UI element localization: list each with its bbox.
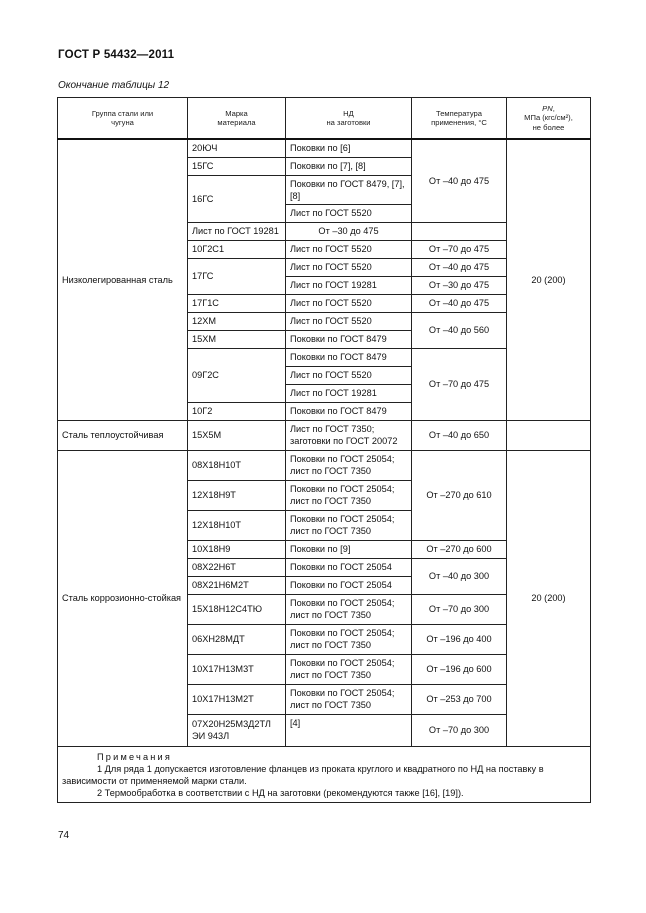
grade-cell: 09Г2С <box>188 348 286 402</box>
group-cell: Сталь коррозионно-стойкая <box>58 450 188 746</box>
col-header-group <box>58 98 188 140</box>
nd-cell: Поковки по ГОСТ 25054 <box>286 576 412 594</box>
grade-cell: 10Х18Н9 <box>188 540 286 558</box>
grade-cell: 10Х17Н13М2Т <box>188 684 286 714</box>
nd-cell: Поковки по ГОСТ 8479 <box>286 330 412 348</box>
nd-cell: Поковки по ГОСТ 25054; лист по ГОСТ 7350 <box>286 684 412 714</box>
col-header-pn-line <box>509 104 588 114</box>
document-header: ГОСТ Р 54432—2011 <box>58 49 175 61</box>
temp-cell: От –30 до 475 <box>286 222 412 240</box>
nd-cell: Лист по ГОСТ 19281 <box>286 276 412 294</box>
col-header-nd-line: НД <box>343 108 354 118</box>
grade-cell: 12Х18Н10Т <box>188 510 286 540</box>
temp-cell: От –40 до 475 <box>412 258 507 276</box>
temp-cell: От –70 до 475 <box>412 348 507 420</box>
grade-cell: 06ХН28МДТ <box>188 624 286 654</box>
grade-cell: 07Х20Н25М3Д2ТЛ ЭИ 943Л <box>188 714 286 746</box>
materials-table <box>57 97 591 803</box>
nd-cell: Поковки по ГОСТ 25054; лист по ГОСТ 7350 <box>286 510 412 540</box>
table-row <box>58 420 591 450</box>
nd-cell: Поковки по ГОСТ 25054; лист по ГОСТ 7350 <box>286 654 412 684</box>
nd-cell: Лист по ГОСТ 5520 <box>286 312 412 330</box>
col-header-pn <box>507 98 591 140</box>
grade-cell: 08Х18Н10Т <box>188 450 286 480</box>
temp-cell: От –70 до 300 <box>412 594 507 624</box>
nd-cell: Поковки по ГОСТ 25054; лист по ГОСТ 7350 <box>286 594 412 624</box>
col-header-temperature-line: применения, °С <box>431 118 487 127</box>
col-header-temperature <box>412 98 507 140</box>
nd-cell: Поковки по [7], [8] <box>286 157 412 175</box>
notes-row <box>58 746 591 802</box>
temp-cell: От –40 до 560 <box>412 312 507 348</box>
grade-cell: 12Х18Н9Т <box>188 480 286 510</box>
grade-cell: 17ГС <box>188 258 286 294</box>
notes-cell <box>58 746 591 802</box>
nd-cell: Поковки по ГОСТ 25054; лист по ГОСТ 7350 <box>286 480 412 510</box>
nd-cell: Поковки по [9] <box>286 540 412 558</box>
col-header-group-line: Группа стали или <box>91 108 154 118</box>
nd-cell: Лист по ГОСТ 5520 <box>286 366 412 384</box>
group-cell: Сталь теплоустойчивая <box>58 420 188 450</box>
col-header-temperature-line: Температура <box>436 108 482 118</box>
nd-cell: Поковки по ГОСТ 25054; лист по ГОСТ 7350 <box>286 624 412 654</box>
nd-cell: Лист по ГОСТ 19281 <box>286 384 412 402</box>
temp-cell: От –70 до 300 <box>412 714 507 746</box>
col-header-grade-line: Марка <box>225 108 248 118</box>
col-header-pn-symbol: PN <box>542 103 553 113</box>
grade-cell: 12ХМ <box>188 312 286 330</box>
temp-cell: От –270 до 600 <box>412 540 507 558</box>
grade-cell: 16ГС <box>188 175 286 222</box>
grade-cell: 15ГС <box>188 157 286 175</box>
temp-cell: От –40 до 300 <box>412 558 507 594</box>
page-number: 74 <box>58 830 70 841</box>
temp-cell: От –40 до 475 <box>412 294 507 312</box>
pn-cell <box>507 420 591 450</box>
grade-cell: 10Х17Н13М3Т <box>188 654 286 684</box>
col-header-grade <box>188 98 286 140</box>
table-header-row <box>58 98 591 140</box>
nd-cell: Лист по ГОСТ 5520 <box>286 258 412 276</box>
grade-cell: 17Г1С <box>188 294 286 312</box>
nd-cell: Поковки по ГОСТ 25054; лист по ГОСТ 7350 <box>286 450 412 480</box>
temp-cell: От –270 до 610 <box>412 450 507 540</box>
note-1: 1 Для ряда 1 допускается изготовление фланцев из проката круглого и квадратного по НД на поставку в зависимости от применяемой марки стали. <box>62 763 544 786</box>
grade-cell: 10Г2С1 <box>188 240 286 258</box>
col-header-pn-line: не более <box>532 122 565 132</box>
pn-cell: 20 (200) <box>507 450 591 746</box>
table-row <box>58 139 591 157</box>
nd-cell: Поковки по ГОСТ 8479 <box>286 348 412 366</box>
col-header-nd-line: на заготовки <box>326 118 371 127</box>
nd-cell: Поковки по [6] <box>286 139 412 157</box>
notes-title: Примечания <box>97 751 173 762</box>
col-header-pn-comma: , <box>552 103 555 113</box>
table-row <box>58 450 591 480</box>
grade-cell: 08Х21Н6М2Т <box>188 576 286 594</box>
table-caption: Окончание таблицы 12 <box>58 80 170 91</box>
temp-cell: От –196 до 600 <box>412 654 507 684</box>
temp-cell: От –196 до 400 <box>412 624 507 654</box>
temp-cell: От –253 до 700 <box>412 684 507 714</box>
temp-cell: От –70 до 475 <box>412 240 507 258</box>
grade-cell: 15Х18Н12С4ТЮ <box>188 594 286 624</box>
grade-cell: 10Г2 <box>188 402 286 420</box>
temp-cell: От –30 до 475 <box>412 276 507 294</box>
temp-cell: От –40 до 650 <box>412 420 507 450</box>
group-cell: Низколегированная сталь <box>58 139 188 420</box>
nd-cell: Лист по ГОСТ 7350; заготовки по ГОСТ 20072 <box>286 420 412 450</box>
nd-cell: Поковки по ГОСТ 8479, [7], [8] <box>286 175 412 204</box>
nd-cell: Лист по ГОСТ 5520 <box>286 204 412 222</box>
nd-cell: Поковки по ГОСТ 25054 <box>286 558 412 576</box>
grade-cell: 15ХМ <box>188 330 286 348</box>
col-header-grade-line: материала <box>217 118 256 127</box>
grade-cell: 08Х22Н6Т <box>188 558 286 576</box>
grade-cell: 15Х5М <box>188 420 286 450</box>
grade-cell: 20ЮЧ <box>188 139 286 157</box>
nd-cell: Лист по ГОСТ 5520 <box>286 294 412 312</box>
nd-cell: Лист по ГОСТ 19281 <box>188 222 286 240</box>
nd-cell: [4] <box>286 714 412 746</box>
col-header-pn-line: МПа (кгс/см²), <box>524 113 573 123</box>
note-2: 2 Термообработка в соответствии с НД на заготовки (рекомендуются также [16], [19]). <box>97 787 464 798</box>
nd-cell: Поковки по ГОСТ 8479 <box>286 402 412 420</box>
temp-cell: От –40 до 475 <box>412 139 507 222</box>
col-header-group-line: чугуна <box>111 118 134 127</box>
nd-cell: Лист по ГОСТ 5520 <box>286 240 412 258</box>
pn-cell: 20 (200) <box>507 139 591 420</box>
col-header-nd <box>286 98 412 140</box>
